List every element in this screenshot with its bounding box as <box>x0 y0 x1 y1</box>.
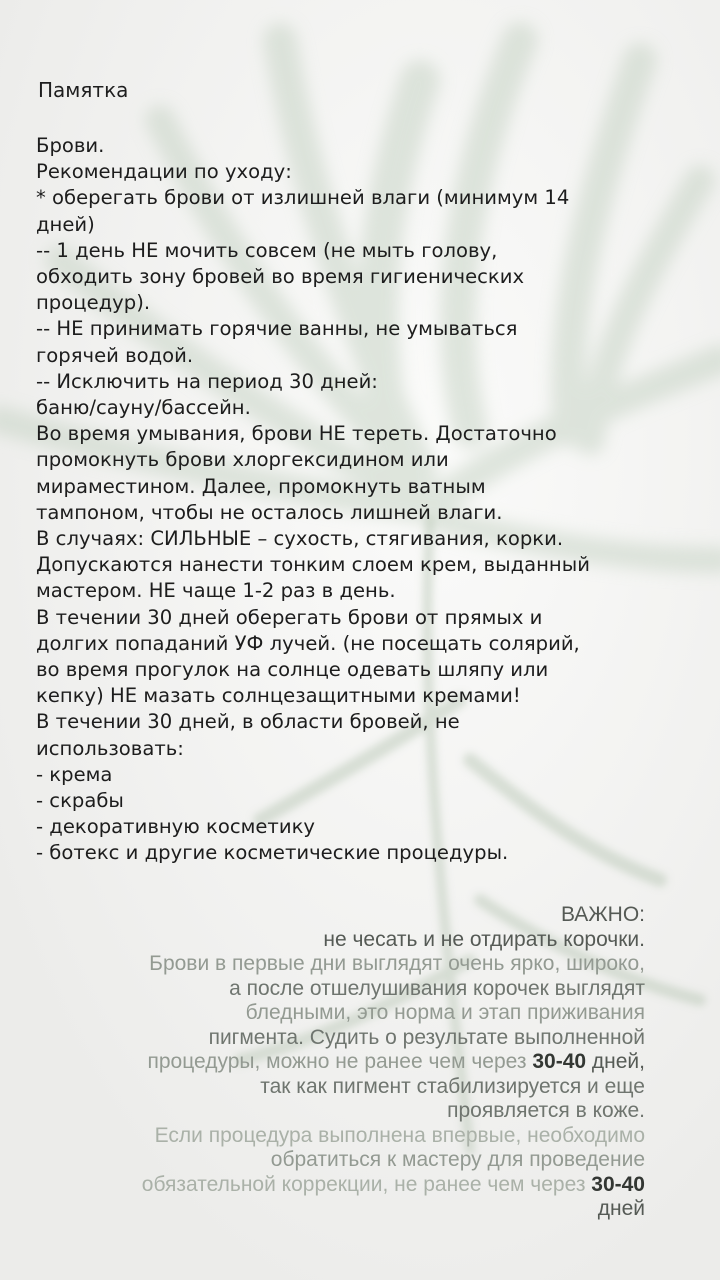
text-line: во время прогулок на солнце одевать шляпу или <box>36 658 549 682</box>
text-line: долгих попаданий УФ лучей. (не посещать солярий, <box>36 631 580 655</box>
text-line: В течении 30 дней оберегать брови от прямых и <box>36 605 543 629</box>
care-recommendations <box>36 133 696 867</box>
text-line: -- Исключить на период 30 дней: <box>36 369 378 393</box>
text-line: В течении 30 дней, в области бровей, не <box>36 710 460 734</box>
important-line: не чесать и не отдирать корочки. <box>323 927 645 951</box>
memo-title: Памятка <box>38 78 129 102</box>
important-line-text: пигмента. Судить о результате выполненной <box>208 1025 645 1049</box>
text-line: Допускаются нанести тонким слоем крем, выданный <box>36 553 590 577</box>
text-line: Рекомендации по уходу: <box>36 160 292 184</box>
text-line: использовать: <box>36 736 184 760</box>
text-line: обходить зону бровей во время гигиенических <box>36 265 525 289</box>
text-line: -- НЕ принимать горячие ванны, не умываться <box>36 317 518 341</box>
list-item: - крема <box>36 762 113 786</box>
important-line-text: дней, <box>586 1050 645 1073</box>
important-line: обратиться к мастеру для проведение <box>270 1148 645 1171</box>
important-line: бледными, это норма и этап приживания <box>245 1001 645 1024</box>
important-line: проявляется в коже. <box>447 1099 645 1122</box>
text-line: дней) <box>36 212 95 236</box>
important-line: так как пигмент стабилизируется и еще <box>260 1074 645 1098</box>
important-line <box>142 1026 645 1051</box>
text-line: Брови. <box>36 134 105 157</box>
text-line: * оберегать брови от излишней влаги (минимум 14 <box>36 186 570 210</box>
text-line: -- 1 день НЕ мочить совсем (не мыть голову, <box>36 238 498 262</box>
important-line: Если процедура выполнена впервые, необходимо <box>154 1123 645 1147</box>
important-line-text: процедуры, можно не ранее чем через <box>147 1050 533 1073</box>
text-line: В случаях: СИЛЬНЫЕ – сухость, стягивания, корки. <box>36 527 564 551</box>
text-line: баню/сауну/бассейн. <box>36 396 251 420</box>
important-line <box>142 1050 645 1075</box>
text-line: промокнуть брови хлоргексидином или <box>36 448 449 472</box>
text-line: Во время умывания, брови НЕ тереть. Достаточно <box>36 422 557 446</box>
important-line: дней <box>597 1197 645 1220</box>
text-line: процедур). <box>36 291 151 315</box>
days-highlight: 30-40 <box>532 1050 587 1073</box>
text-line: тампоном, чтобы не осталось лишней влаги. <box>36 500 503 524</box>
important-heading: ВАЖНО: <box>560 903 645 926</box>
text-line: мастером. НЕ чаще 1-2 раз в день. <box>36 579 396 603</box>
days-highlight: 30-40 <box>591 1172 645 1196</box>
important-line: а после отшелушивания корочек выглядят <box>229 976 645 1000</box>
important-line: Брови в первые дни выглядят очень ярко, широко, <box>149 952 645 975</box>
list-item: - скрабы <box>36 789 124 813</box>
important-line <box>142 1173 645 1198</box>
list-item: - декоративную косметику <box>36 815 316 839</box>
list-item: - ботекс и другие косметические процедуры. <box>36 841 509 865</box>
text-line: мираместином. Далее, промокнуть ватным <box>36 474 486 498</box>
text-line: кепку) НЕ мазать солнцезащитными кремами! <box>36 684 521 708</box>
text-line: горячей водой. <box>36 343 194 367</box>
important-line-text: обязательной коррекции, не ранее чем через <box>141 1172 592 1196</box>
important-note <box>142 903 645 1222</box>
